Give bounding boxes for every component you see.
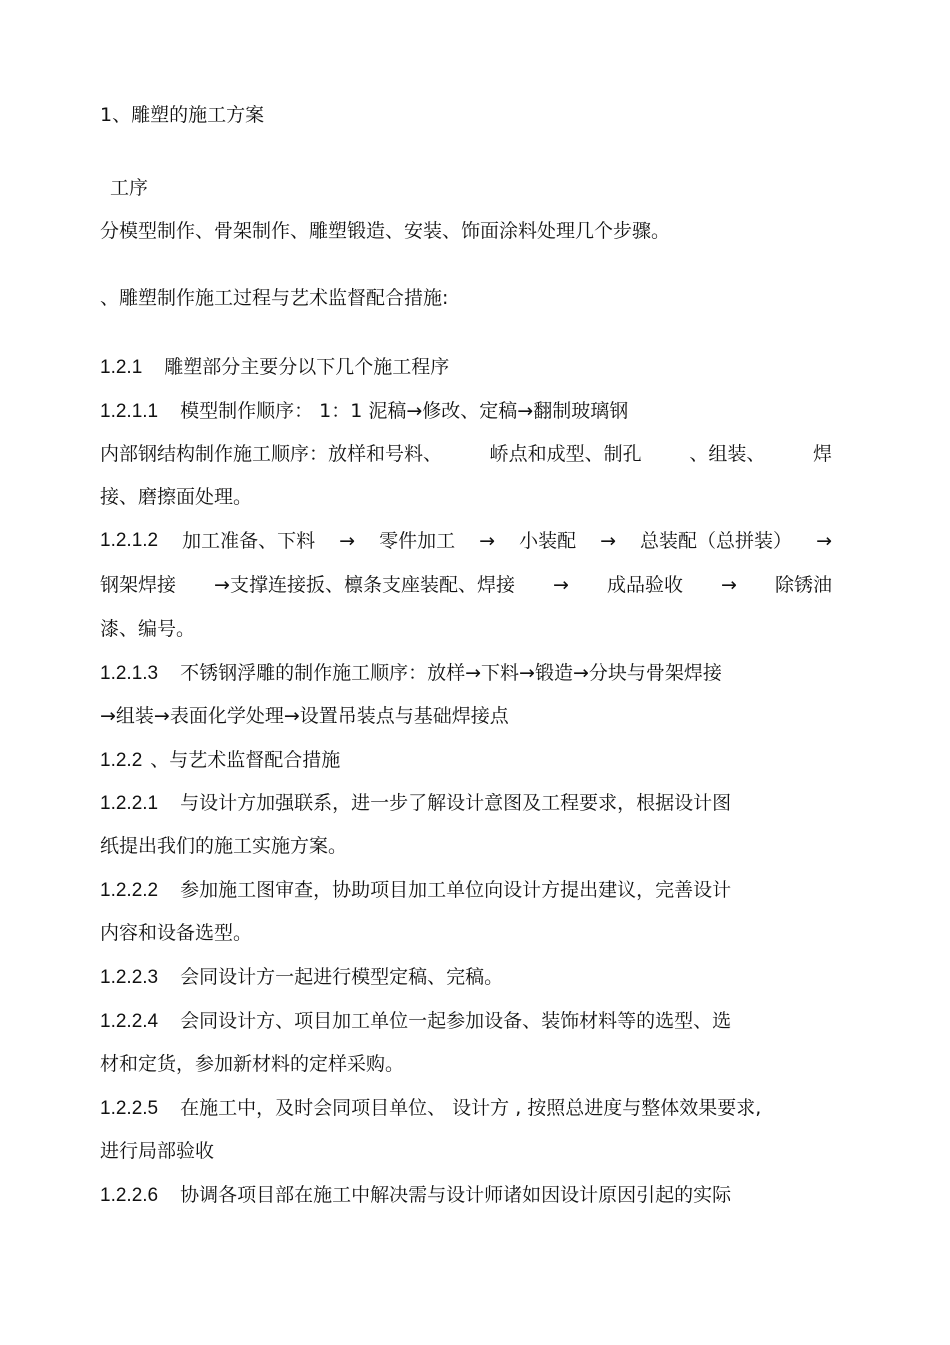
item-1-2-2 <box>100 747 340 774</box>
item-1-2-2-6 <box>100 1182 731 1209</box>
item-number: 1.2.2.2 <box>100 880 159 901</box>
item-1-2-1-2-line3: 漆、编号。 <box>100 618 196 640</box>
item-number: 1.2.1.2 <box>100 530 159 551</box>
item-text: 不锈钢浮雕的制作施工顺序：放样→下料→锻造→分块与骨架焊接 <box>180 662 722 684</box>
item-number: 1.2.1.3 <box>100 663 159 684</box>
flow-step: 钢架焊接 <box>100 574 177 596</box>
item-number: 1.2.2 <box>100 750 143 771</box>
item-1-2-2-4-cont: 材和定货，参加新材料的定样采购。 <box>100 1053 405 1075</box>
item-1-2-1-2 <box>100 528 832 554</box>
item-number: 1.2.2.4 <box>100 1011 159 1032</box>
item-number: 1.2.2.6 <box>100 1185 159 1206</box>
item-number: 1.2.2.3 <box>100 967 159 988</box>
section-heading: 1、雕塑的施工方案 <box>100 104 265 126</box>
steel-part: 内部钢结构制作施工顺序：放样和号料、 <box>100 443 443 465</box>
item-1-2-2-5 <box>100 1095 761 1122</box>
item-text: 协调各项目部在施工中解决需与设计师诸如因设计原因引起的实际 <box>180 1184 732 1206</box>
arrow: → <box>721 574 737 596</box>
item-text: 参加施工图审查，协助项目加工单位向设计方提出建议，完善设计 <box>180 879 732 901</box>
arrow: → <box>816 530 832 552</box>
flow-step: 小装配 <box>519 530 577 552</box>
item-1-2-1 <box>100 354 449 381</box>
item-text: 雕塑部分主要分以下几个施工程序 <box>164 356 450 378</box>
item-1-2-2-5-cont: 进行局部验收 <box>100 1140 215 1162</box>
item-text: 会同设计方、项目加工单位一起参加设备、装饰材料等的选型、选 <box>180 1010 732 1032</box>
flow-step: 成品验收 <box>606 574 683 596</box>
item-1-2-1-3 <box>100 660 722 687</box>
item-1-2-2-1 <box>100 790 731 817</box>
item-text: 在施工中，及时会同项目单位、 设计方 , 按照总进度与整体效果要求, <box>180 1097 762 1119</box>
steel-part: 、组装、 <box>689 443 766 465</box>
item-text: 模型制作顺序： 1：1 泥稿→修改、定稿→翻制玻璃钢 <box>180 400 629 422</box>
steel-part: 焊 <box>812 443 832 465</box>
item-number: 1.2.2.1 <box>100 793 159 814</box>
arrow: → <box>553 574 569 596</box>
steel-structure-cont: 接、磨擦面处理。 <box>100 486 253 508</box>
item-1-2-1-2-line2 <box>100 572 832 598</box>
flow-step: 除锈油 <box>774 574 832 596</box>
steel-structure-line <box>100 441 832 467</box>
paragraph-steps: 分模型制作、骨架制作、雕塑锻造、安装、饰面涂料处理几个步骤。 <box>100 220 671 242</box>
item-text: 与设计方加强联系，进一步了解设计意图及工程要求，根据设计图 <box>180 792 732 814</box>
subheading-process: 工序 <box>110 177 149 199</box>
flow-step: 总装配（总拼装） <box>640 530 793 552</box>
subheading-measures: 、雕塑制作施工过程与艺术监督配合措施: <box>100 287 449 309</box>
item-text: 会同设计方一起进行模型定稿、完稿。 <box>180 966 504 988</box>
arrow: → <box>479 530 496 552</box>
item-number: 1.2.1.1 <box>100 401 159 422</box>
item-1-2-1-1 <box>100 398 628 425</box>
flow-step: 零件加工 <box>379 530 456 552</box>
item-1-2-2-2-cont: 内容和设备选型。 <box>100 922 253 944</box>
item-1-2-2-3 <box>100 964 503 991</box>
flow-step: →支撑连接扳、檩条支座装配、焊接 <box>214 574 515 596</box>
arrow: → <box>600 530 617 552</box>
item-1-2-2-1-cont: 纸提出我们的施工实施方案。 <box>100 835 348 857</box>
steel-part: 峤点和成型、制孔 <box>489 443 642 465</box>
item-text: 、与艺术监督配合措施 <box>150 749 341 771</box>
item-1-2-2-2 <box>100 877 731 904</box>
item-number: 1.2.1 <box>100 357 143 378</box>
item-1-2-2-4 <box>100 1008 731 1035</box>
flow-step: 加工准备、下料 <box>182 530 316 552</box>
arrow: → <box>339 530 356 552</box>
item-1-2-1-3-cont: →组装→表面化学处理→设置吊装点与基础焊接点 <box>100 705 509 727</box>
item-number: 1.2.2.5 <box>100 1098 159 1119</box>
